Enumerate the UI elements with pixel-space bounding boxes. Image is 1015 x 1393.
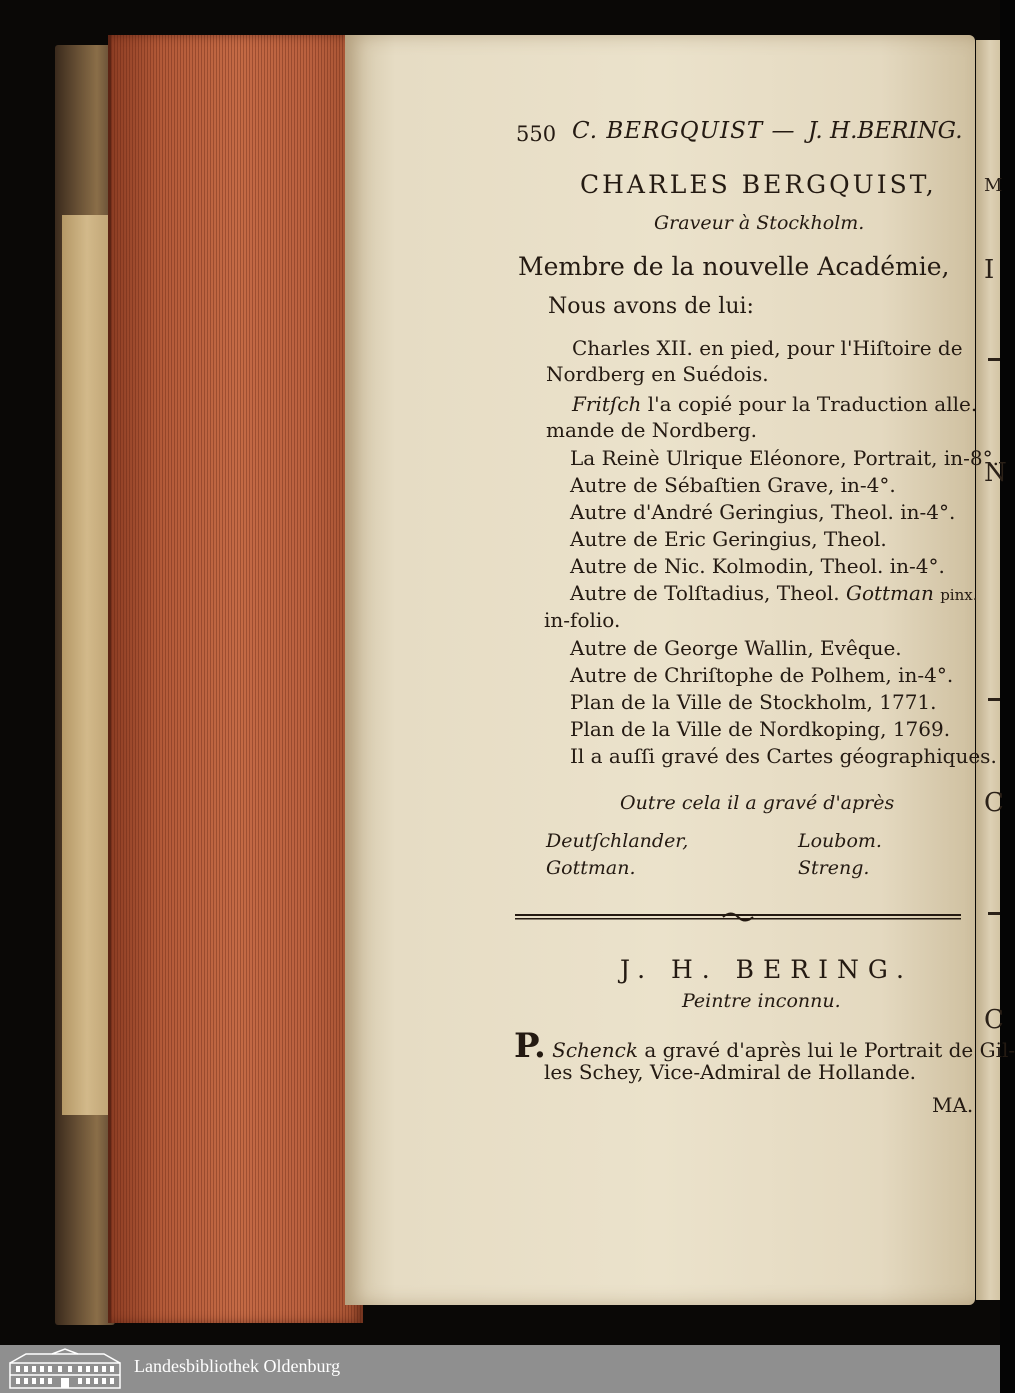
work-line-text: pinx.	[940, 586, 978, 604]
work-line-text: l'a copié pour la Traduction alle.	[647, 392, 978, 416]
work-line: La Reinè Ulrique Eléonore, Portrait, in-8°.	[570, 446, 999, 470]
work-line-text: Autre de Tolſtadius, Theol.	[570, 581, 840, 605]
work-line: Nordberg en Suédois.	[546, 362, 769, 386]
page-block-edge	[108, 35, 363, 1323]
facing-page-letter: C	[984, 788, 1004, 818]
library-building-logo	[6, 1349, 124, 1390]
entry-lead: Nous avons de lui:	[548, 294, 754, 319]
work-line: Autre de Nic. Kolmodin, Theol. in-4°.	[570, 554, 945, 578]
running-head-left: C. BERGQUIST —	[572, 118, 796, 144]
artist-name: Schenck	[552, 1038, 638, 1062]
entry-text: a gravé d'après lui le Portrait de Gil-	[644, 1038, 1015, 1062]
artist-name: Fritſch	[572, 392, 642, 416]
facing-page-dash	[988, 912, 1000, 915]
facing-page-dash	[988, 698, 1000, 701]
work-line: Charles XII. en pied, pour l'Hiſtoire de	[572, 336, 963, 360]
artist-left: Gottman.	[546, 857, 636, 879]
facing-page-dash	[988, 358, 1000, 361]
outre-line: Outre cela il a gravé d'après	[620, 792, 895, 814]
work-line: in-folio.	[544, 608, 621, 632]
work-line: mande de Nordberg.	[546, 418, 758, 442]
ornamental-rule	[515, 912, 961, 922]
running-head-right: J. H.BERING.	[808, 118, 963, 144]
entry-name: CHARLES BERGQUIST,	[580, 170, 937, 199]
page-number: 550	[516, 122, 557, 146]
work-line: Autre de George Wallin, Evêque.	[570, 636, 902, 660]
artist-name: Gottman	[845, 581, 934, 605]
facing-page-edge	[976, 40, 1007, 1300]
artist-right: Loubom.	[798, 830, 882, 852]
facing-page-letter: M	[984, 175, 1003, 196]
entry-title: Peintre inconnu.	[682, 990, 841, 1012]
book-cover-paper-strip	[62, 215, 112, 1115]
work-line: Autre de Sébaſtien Grave, in-4°.	[570, 473, 896, 497]
entry-text-line: les Schey, Vice-Admiral de Hollande.	[544, 1060, 917, 1084]
facing-page-letter: C	[984, 1005, 1004, 1035]
work-line: Autre de Eric Geringius, Theol.	[570, 527, 887, 551]
artist-right: Streng.	[798, 857, 870, 879]
work-line: Plan de la Ville de Stockholm, 1771.	[570, 690, 937, 714]
work-line: Il a auſſi gravé des Cartes géographiques.	[570, 744, 997, 768]
facing-page-letter: N	[984, 458, 1007, 488]
entry-name: J. H. BERING.	[620, 955, 913, 984]
entry-intro: Membre de la nouvelle Académie,	[518, 252, 950, 281]
work-line-tolstadius	[570, 581, 978, 605]
work-line: Autre d'André Geringius, Theol. in-4°.	[570, 500, 956, 524]
facing-page-letter: I	[984, 255, 995, 285]
library-name: Landesbibliothek Oldenburg	[134, 1356, 341, 1376]
work-line-fritsch	[572, 392, 977, 416]
work-line: Plan de la Ville de Nordkoping, 1769.	[570, 717, 951, 741]
drop-cap: P.	[514, 1026, 546, 1066]
entry-title: Graveur à Stockholm.	[654, 212, 865, 234]
catchword: MA.	[932, 1093, 974, 1117]
artist-left: Deutſchlander,	[546, 830, 689, 852]
work-line: Autre de Chriſtophe de Polhem, in-4°.	[570, 663, 954, 687]
